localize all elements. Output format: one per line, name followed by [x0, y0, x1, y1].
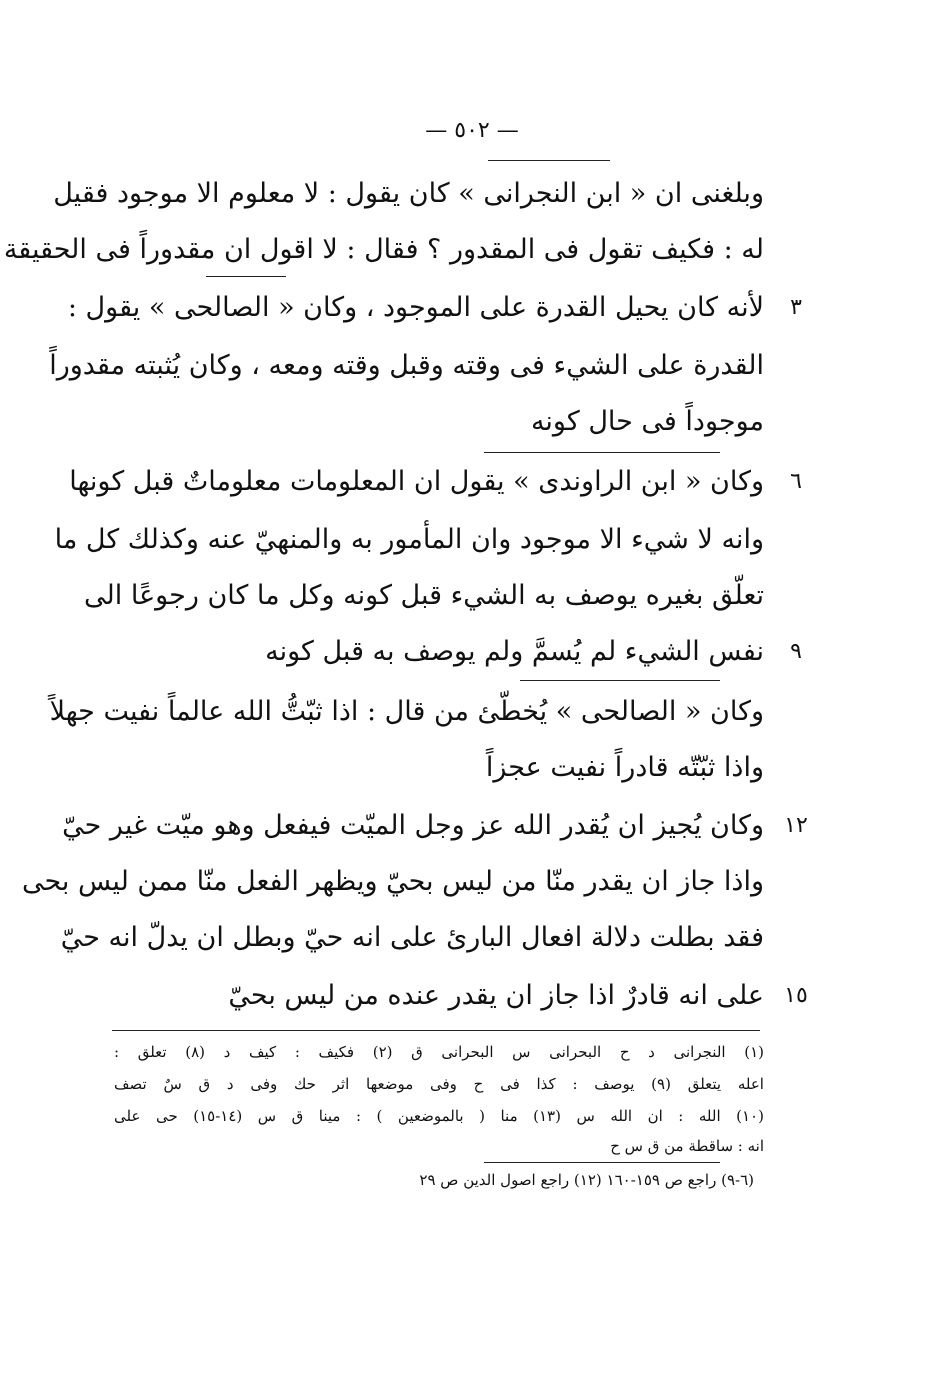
- text-line-3: لأنه كان يحيل القدرة على الموجود ، وكان « الصالحى » يقول :: [67, 292, 764, 323]
- footnote-divider: [112, 1030, 760, 1031]
- footnote-line-3: (١٠) الله : ان الله س (١٣) منا ( بالموضعين ) : مينا ق س (١٤-١٥) حى على: [114, 1107, 764, 1125]
- line-number-15: ١٥: [784, 983, 808, 1008]
- overline-ibn-al-rawandi: [484, 452, 720, 453]
- footnote-line-4: انه : ساقطة من ق س ح: [610, 1137, 764, 1155]
- overline-al-salihi-2: [520, 680, 720, 681]
- text-line-10: وكان « الصالحى » يُخطّئ من قال : اذا ثبّتُّ الله عالماً نفيت جهلاً: [49, 696, 764, 727]
- page-number: — ٥٠٢ —: [425, 118, 519, 143]
- text-line-11: واذا ثبّتّه قادراً نفيت عجزاً: [485, 752, 764, 783]
- text-line-12: وكان يُجيز ان يُقدر الله عز وجل الميّت فيفعل وهو ميّت غير حيّ: [62, 810, 764, 841]
- source-divider: [484, 1162, 720, 1163]
- text-line-15: على انه قادرٌ اذا جاز ان يقدر عنده من ليس بحيّ: [228, 980, 764, 1011]
- text-line-14: فقد بطلت دلالة افعال البارئ على انه حيّ وبطل ان يدلّ انه حيّ: [60, 922, 764, 953]
- footnote-line-1: (١) النجرانى د ح البحرانى س البحرانى ق (٢) فكيف : كيف د (٨) تعلق :: [114, 1043, 764, 1061]
- overline-ibn-al-najrani: [488, 160, 610, 161]
- footnote-line-2: اعله يتعلق (٩) يوصف : كذا فى ح وفى موضعها اثر حك وفى د ق سٌ تصف: [114, 1075, 764, 1093]
- text-line-9: نفس الشيء لم يُسمَّ ولم يوصف به قبل كونه: [265, 636, 764, 667]
- line-number-9: ٩: [790, 639, 802, 664]
- source-references: (٦-٩) راجع ص ١٥٩-١٦٠ (١٢) راجع اصول الدين ص ٢٩: [419, 1171, 754, 1189]
- text-line-2: له : فكيف تقول فى المقدور ؟ فقال : لا اقول ان مقدوراً فى الحقيقة: [3, 234, 764, 265]
- text-line-1: وبلغنى ان « ابن النجرانى » كان يقول : لا معلوم الا موجود فقيل: [53, 178, 764, 209]
- text-line-4: القدرة على الشيء فى وقته وقبل وقته ومعه ، وكان يُثبته مقدوراً: [49, 350, 764, 381]
- text-line-13: واذا جاز ان يقدر منّا من ليس بحيّ ويظهر الفعل منّا ممن ليس بحى: [21, 866, 764, 897]
- line-number-12: ١٢: [784, 813, 808, 838]
- text-line-8: تعلّق بغيره يوصف به الشيء قبل كونه وكل ما كان رجوعًا الى: [84, 580, 764, 611]
- text-line-7: وانه لا شيء الا موجود وان المأمور به والمنهيّ عنه وكذلك كل ما: [54, 524, 764, 555]
- line-number-3: ٣: [790, 295, 802, 320]
- text-line-6: وكان « ابن الراوندى » يقول ان المعلومات معلوماتٌ قبل كونها: [69, 466, 764, 497]
- overline-al-salihi: [206, 276, 286, 277]
- line-number-6: ٦: [790, 469, 802, 494]
- text-line-5: موجوداً فى حال كونه: [530, 406, 764, 437]
